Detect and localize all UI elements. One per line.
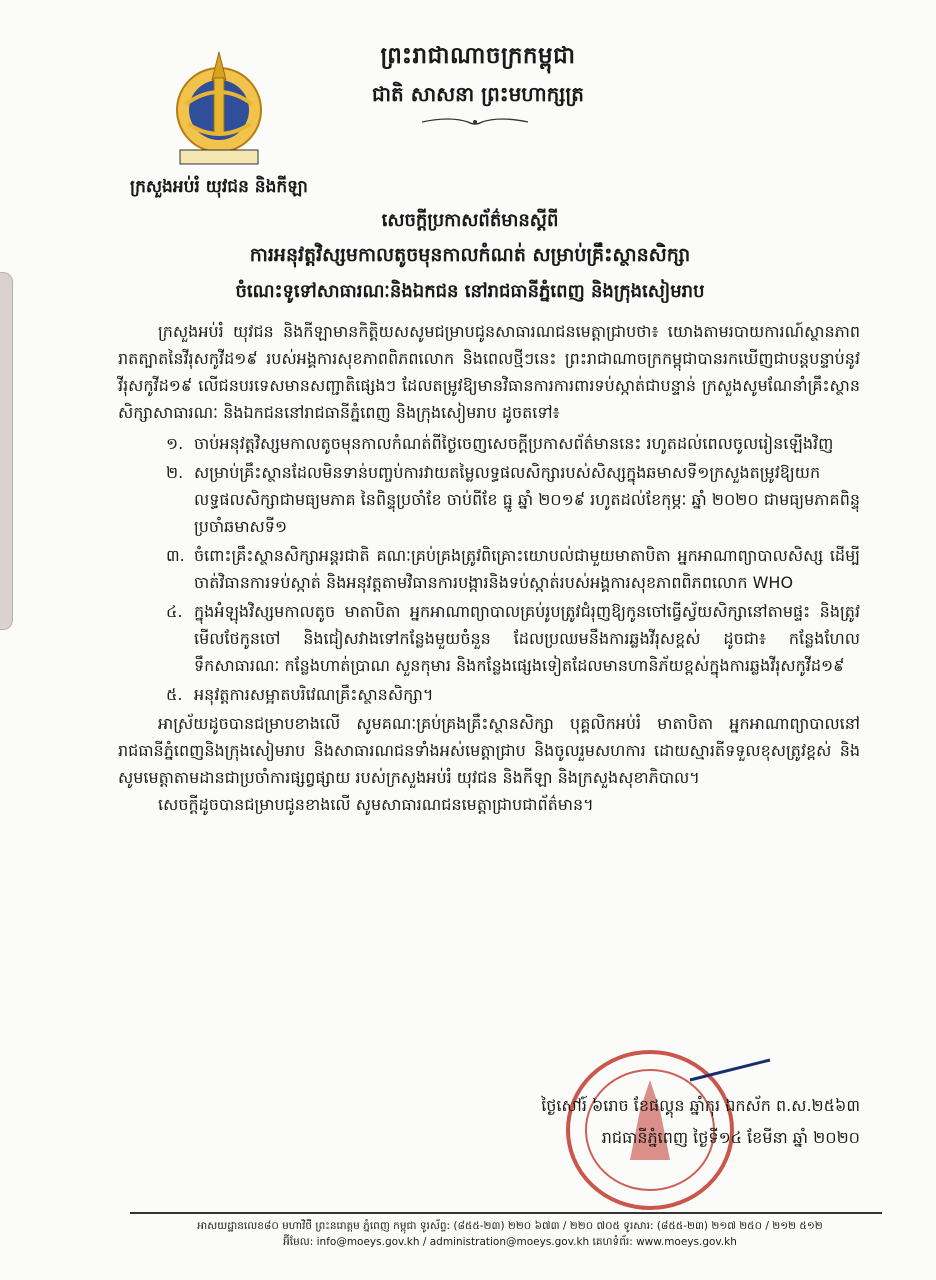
title-line-3: ចំណេះទូទៅសាធារណៈនិងឯកជន នៅរាជធានីភ្នំពេញ និងក្រុងសៀមរាប	[235, 281, 705, 302]
kingdom-title: ព្រះរាជាណាចក្រកម្ពុជា	[380, 43, 576, 69]
footer-divider	[130, 1212, 882, 1214]
list-item	[118, 681, 860, 708]
item-text: សម្រាប់គ្រឹះស្ថានដែលមិនទាន់បញ្ចប់ការវាយតម្លៃលទ្ធផលសិក្សារបស់សិស្សក្នុងឆមាសទី១ក្រសួងតម្រូវឱ្យយកលទ្ធផលសិក្សាជាមធ្យមភាគ នៃពិន្ទុប្រចាំខែ ចាប់ពីខែ ធ្នូ ឆ្នាំ ២០១៩ រហូតដល់ខែកុម្ភៈ ឆ្នាំ ២០២០ ជាមធ្យមភាគពិន្ទុប្រចាំឆមាសទី១	[194, 463, 861, 536]
announcement-title	[120, 208, 820, 306]
list-item	[118, 542, 860, 596]
list-item	[118, 598, 860, 679]
conclusion-paragraph: អាស្រ័យដូចបានជម្រាបខាងលើ សូមគណៈគ្រប់គ្រងគ្រឹះស្ថានសិក្សា បុគ្គលិកអប់រំ មាតាបិតា អ្នកអាណាព្យាបាលនៅរាជធានីភ្នំពេញនិងក្រុងសៀមរាប និងសាធារណជនទាំងអស់មេត្តាជ្រាប និងចូលរួមសហការ ដោយស្មារតីទទួលខុសត្រូវខ្ពស់ និងសូមមេត្តាតាមដានជាប្រចាំការផ្សព្វផ្សាយ របស់ក្រសួងអប់រំ យុវជន និងកីឡា និងក្រសួងសុខាភិបាល។	[118, 714, 860, 787]
list-item	[118, 459, 860, 540]
side-panel-tab[interactable]	[0, 272, 13, 630]
title-line-2: ការអនុវត្តវិស្សមកាលតូចមុនកាលកំណត់ សម្រាប់គ្រឹះស្ថានសិក្សា	[249, 244, 691, 266]
list-item	[118, 430, 860, 457]
item-number: ៤.	[166, 602, 183, 621]
footer	[120, 1218, 900, 1250]
item-text: អនុវត្តការសម្អាតបរិវេណគ្រឹះស្ថានសិក្សា។	[194, 685, 434, 704]
item-number: ៣.	[166, 546, 185, 565]
item-number: ៥.	[166, 685, 183, 704]
measure-list	[118, 430, 860, 708]
item-text: ចំពោះគ្រឹះស្ថានសិក្សាអន្តរជាតិ គណៈគ្រប់គ្រងត្រូវពិគ្រោះយោបល់ជាមួយមាតាបិតា អ្នកអាណាព្យាបាលសិស្ស ដើម្បីចាត់វិធានការទប់ស្កាត់ និងអនុវត្តតាមវិធានការបង្ការនិងទប់ស្កាត់របស់អង្គការសុខភាពពិភពលោក WHO	[194, 546, 860, 592]
item-text: ក្នុងអំឡុងវិស្សមកាលតូច មាតាបិតា អ្នកអាណាព្យាបាលគ្រប់រូបត្រូវជំរុញឱ្យកូនចៅធ្វើស្វ័យសិក្សានៅតាមផ្ទះ និងត្រូវមើលថែកូនចៅ និងជៀសវាងទៅកន្លែងមួយចំនួន ដែលប្រឈមនឹងការឆ្លងវីរុសខ្ពស់ ដូចជា៖ កន្លែងហែលទឹកសាធារណៈ កន្លែងហាត់ប្រាណ សួនកុមារ និងកន្លែងផ្សេងទៀតដែលមានហានិភ័យខ្ពស់ក្នុងការឆ្លងវីរុសកូវីដ១៩	[194, 602, 860, 675]
ministry-name: ក្រសួងអប់រំ យុវជន និងកីឡា	[130, 177, 308, 197]
flourish-divider	[420, 112, 530, 132]
footer-contacts: អ៊ីមែល: info@moeys.gov.kh / administration@moeys.gov.kh គេហទំព័រ: www.moeys.gov.kh	[283, 1236, 737, 1248]
signature-block	[410, 1090, 860, 1154]
lunar-date: ថ្ងៃសៅរ៍ ៦រោច ខែផល្គុន ឆ្នាំកុរ ឯកស័ក ព.ស.២៥៦៣	[541, 1096, 860, 1115]
item-text: ចាប់អនុវត្តវិស្សមកាលតូចមុនកាលកំណត់ពីថ្ងៃចេញសេចក្តីប្រកាសព័ត៌មាននេះ រហូតដល់ពេលចូលរៀនឡើងវិញ	[194, 434, 834, 453]
intro-paragraph: ក្រសួងអប់រំ យុវជន និងកីឡាមានកិត្តិយសសូមជម្រាបជូនសាធារណជនមេត្តាជ្រាបថា៖ យោងតាមរបាយការណ៍ស្ថានភាពរាតត្បាតនៃវីរុសកូវីដ១៩ របស់អង្គការសុខភាពពិភពលោក និងពេលថ្មីៗនេះ ព្រះរាជាណាចក្រកម្ពុជាបានរកឃើញជាបន្តបន្ទាប់នូវវីរុសកូវីដ១៩ លើជនបរទេសមានសញ្ជាតិផ្សេងៗ ដែលតម្រូវឱ្យមានវិធានការការពារទប់ស្កាត់ជាបន្ទាន់ ក្រសួងសូមណែនាំគ្រឹះស្ថានសិក្សាសាធារណៈ និងឯកជននៅរាជធានីភ្នំពេញ និងក្រុងសៀមរាប ដូចតទៅ៖	[118, 322, 860, 422]
national-motto: ជាតិ សាសនា ព្រះមហាក្សត្រ	[372, 82, 584, 106]
announcement-body	[118, 318, 860, 818]
ministry-emblem-icon	[166, 40, 272, 172]
title-line-1: សេចក្តីប្រកាសព័ត៌មានស្តីពី	[381, 210, 559, 231]
closing-paragraph: សេចក្តីដូចបានជម្រាបជូនខាងលើ សូមសាធារណជនមេត្តាជ្រាបជាព័ត៌មាន។	[158, 795, 594, 814]
item-number: ២.	[166, 463, 184, 482]
footer-address: អាសយដ្ឋានលេខ៨០ មហាវិថី ព្រះនរោត្តម ភ្នំពេញ កម្ពុជា ទូរស័ព្ទ: (៨៥៥-២៣) ២២០ ៦៧៣ / ២២០ ៧០៥ ទូរសារ: (៨៥៥-២៣) ២១៧ ២៥០ / ២១២ ៥១២	[197, 1220, 823, 1232]
solar-date: រាជធានីភ្នំពេញ ថ្ងៃទី១៤ ខែមីនា ឆ្នាំ ២០២០	[601, 1128, 860, 1147]
item-number: ១.	[166, 434, 184, 453]
